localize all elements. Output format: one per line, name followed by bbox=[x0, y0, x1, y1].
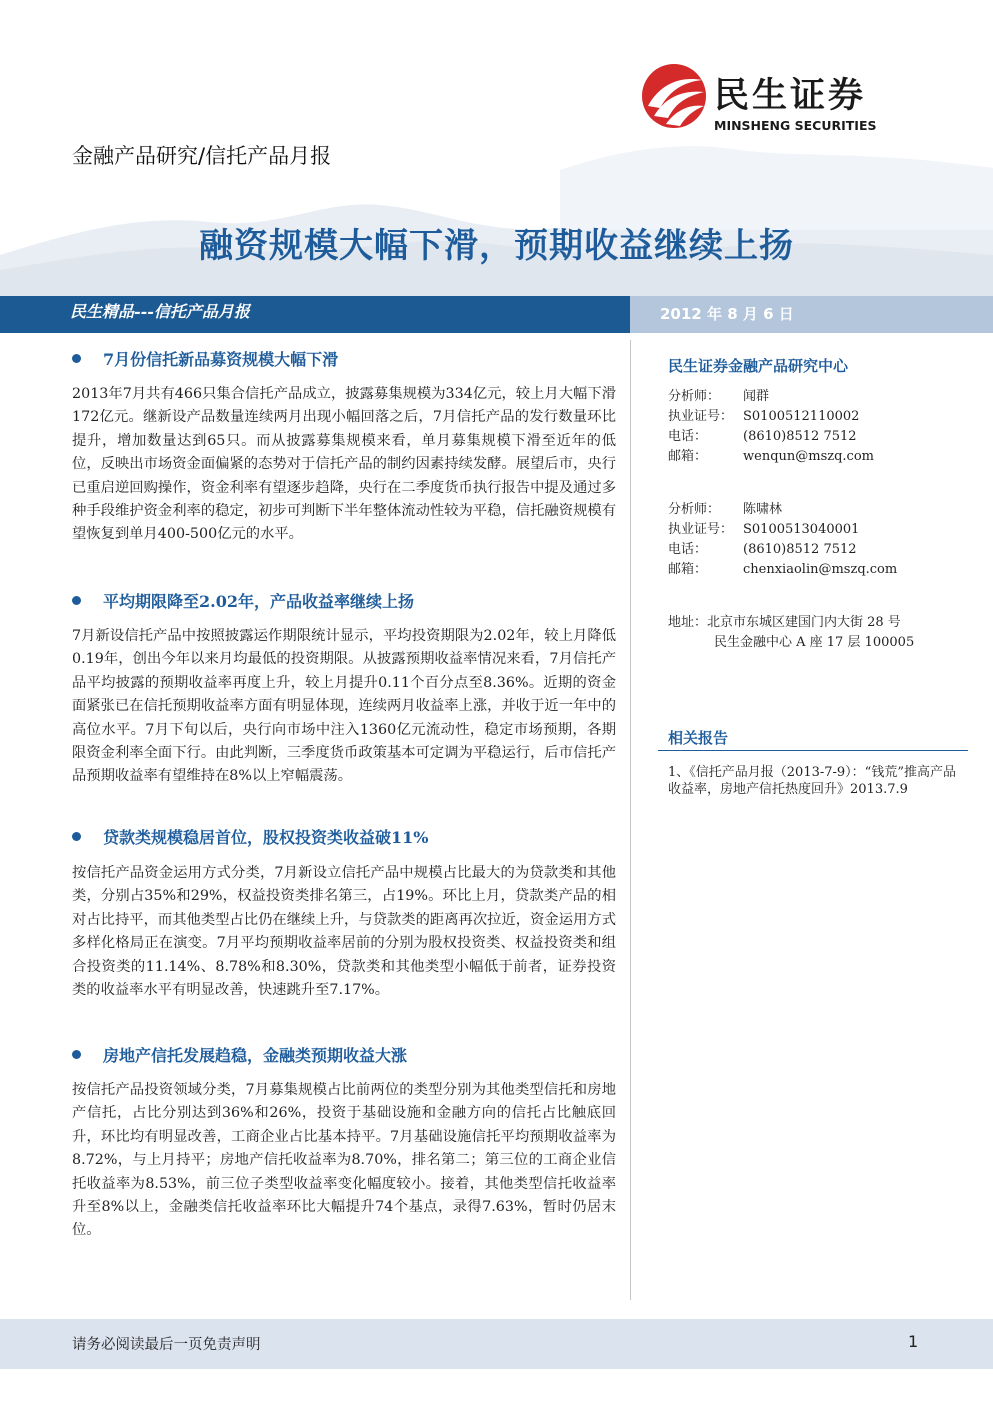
cert-number: S0100512110002 bbox=[743, 409, 860, 424]
report-date: 2012 年 8 月 6 日 bbox=[660, 305, 794, 323]
related-reports-heading: 相关报告 bbox=[668, 729, 729, 747]
column-divider bbox=[630, 340, 631, 1300]
analyst-name: 陈啸林 bbox=[743, 502, 783, 517]
cert-label: 执业证号： bbox=[668, 522, 734, 537]
phone-label: 电话： bbox=[668, 429, 708, 444]
email-address[interactable]: chenxiaolin@mszq.com bbox=[743, 562, 898, 577]
page-number: 1 bbox=[908, 1332, 919, 1351]
analyst-label: 分析师： bbox=[668, 389, 721, 404]
cert-label: 执业证号： bbox=[668, 409, 734, 424]
section-heading-1: 7月份信托新品募资规模大幅下滑 bbox=[72, 347, 338, 370]
logo-emblem-icon bbox=[640, 62, 708, 130]
logo-chinese-name: 民生证券 bbox=[714, 76, 867, 116]
bullet-icon bbox=[72, 832, 81, 841]
section-body-3: 按信托产品资金运用方式分类，7月新设立信托产品中规模占比最大的为贷款类和其他类，分别占35%和29%，权益投资类排名第三，占19%。环比上月，贷款类产品的相对占比持平，而其他类型占比仍在继续上升，与贷款类的距离再次拉近，资金运用方式多样化格局正在演变。7月平均预期收益率居前的分别为股权投资类、权益投资类和组合投资类的11.14%、8.78%和8.30%，贷款类和其他类型小幅低于前者，证券投资类的收益率水平有明显改善，快速跳升至7.17%。 bbox=[72, 865, 616, 999]
analyst-card-2 bbox=[668, 500, 897, 580]
section-heading-2: 平均期限降至2.02年，产品收益率继续上扬 bbox=[72, 589, 414, 612]
section-heading-3: 贷款类规模稳居首位，股权投资类收益破11% bbox=[72, 825, 428, 848]
email-address[interactable]: wenqun@mszq.com bbox=[743, 449, 874, 464]
company-logo bbox=[640, 62, 940, 142]
report-title: 融资规模大幅下滑，预期收益继续上扬 bbox=[199, 226, 794, 266]
phone-number: (8610)8512 7512 bbox=[743, 542, 857, 557]
report-category: 金融产品研究/信托产品月报 bbox=[72, 144, 332, 168]
address-line-2: 民生金融中心 A 座 17 层 100005 bbox=[714, 635, 915, 650]
disclaimer-notice: 请务必阅读最后一页免责声明 bbox=[72, 1337, 261, 1353]
section-body-1: 2013年7月共有466只集合信托产品成立，披露募集规模为334亿元，较上月大幅下滑172亿元。继新设产品数量连续两月出现小幅回落之后，7月信托产品的发行数量环比提升，增加数量达到65只。而从披露募集规模来看，单月募集规模下滑至近年的低位，反映出市场资金面偏紧的态势对于信托产品的制约因素持续发酵。展望后市，央行已重启逆回购操作，资金利率有望逐步趋降，央行在二季度货币执行报告中提及通过多种手段维护资金利率的稳定，初步可判断下半年整体流动性较为平稳，信托融资规模有望恢复到单月400-500亿元的水平。 bbox=[72, 386, 616, 543]
email-label: 邮箱： bbox=[668, 449, 708, 464]
office-address bbox=[668, 613, 914, 653]
section-heading-4: 房地产信托发展趋稳，金融类预期收益大涨 bbox=[72, 1043, 407, 1066]
bullet-icon bbox=[72, 596, 81, 605]
phone-label: 电话： bbox=[668, 542, 708, 557]
address-line-1: 地址：北京市东城区建国门内大街 28 号 bbox=[668, 615, 901, 630]
related-reports-divider bbox=[658, 750, 968, 751]
cert-number: S0100513040001 bbox=[743, 522, 860, 537]
related-report-link[interactable]: 1、《信托产品月报（2013-7-9）：“钱荒”推高产品收益率，房地产信托热度回升》2013.7.9 bbox=[668, 765, 956, 797]
email-label: 邮箱： bbox=[668, 562, 708, 577]
analyst-label: 分析师： bbox=[668, 502, 721, 517]
bullet-icon bbox=[72, 354, 81, 363]
analyst-name: 闻群 bbox=[743, 389, 770, 404]
section-body-4: 按信托产品投资领域分类，7月募集规模占比前两位的类型分别为其他类型信托和房地产信托，占比分别达到36%和26%，投资于基础设施和金融方向的信托占比触底回升，环比均有明显改善，工商企业占比基本持平。7月基础设施信托平均预期收益率为8.72%，与上月持平；房地产信托收益率为8.70%，排名第二；第三位的工商企业信托收益率为8.53%，前三位子类型收益率变化幅度较小。接着，其他类型信托收益率升至8%以上，金融类信托收益率环比大幅提升74个基点，录得7.63%，暂时仍居末位。 bbox=[72, 1082, 616, 1239]
analyst-card-1 bbox=[668, 387, 874, 467]
series-label: 民生精品---信托产品月报 bbox=[70, 302, 250, 321]
research-center-name: 民生证券金融产品研究中心 bbox=[668, 357, 849, 375]
bullet-icon bbox=[72, 1050, 81, 1059]
phone-number: (8610)8512 7512 bbox=[743, 429, 857, 444]
section-body-2: 7月新设信托产品中按照披露运作期限统计显示，平均投资期限为2.02年，较上月降低0.19年，创出今年以来月均最低的投资期限。从披露预期收益率情况来看，7月信托产品平均披露的预期收益率再度上升，较上月提升0.11个百分点至8.36%。近期的资金面紧张已在信托预期收益率方面有明显体现，连续两月收益率上涨，并收于近一年中的高位水平。7月下旬以后，央行向市场中注入1360亿元流动性，稳定市场预期，各期限资金利率全面下行。由此判断，三季度货币政策基本可定调为平稳运行，后市信托产品预期收益率有望维持在8%以上窄幅震荡。 bbox=[72, 628, 616, 785]
logo-english-name: MINSHENG SECURITIES bbox=[714, 118, 877, 133]
